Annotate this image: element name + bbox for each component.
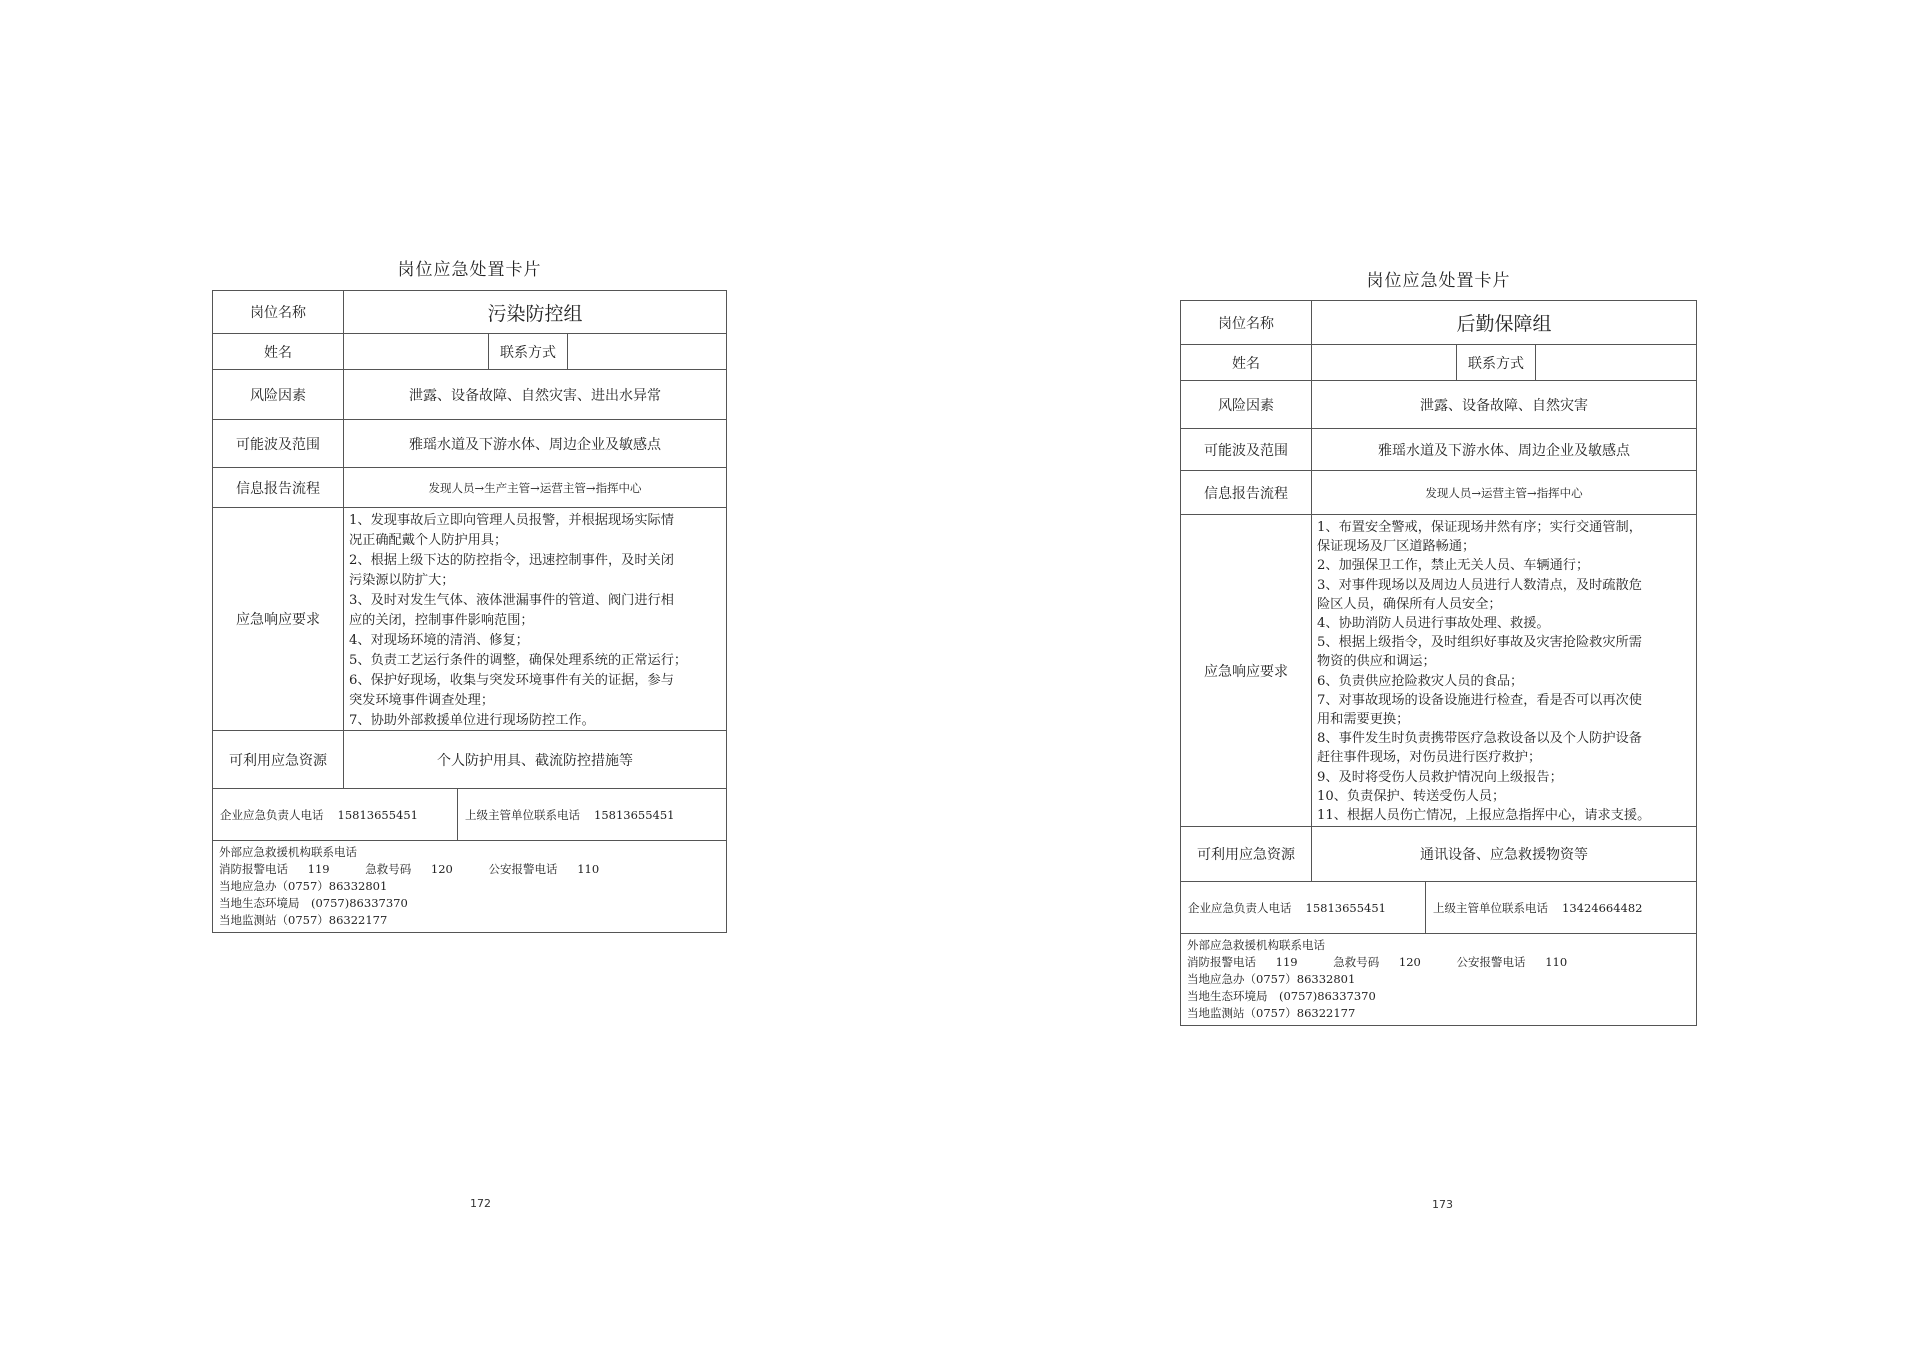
police-value: 110 xyxy=(577,862,600,876)
eco-bureau: 当地生态环境局 (0757)86337370 xyxy=(1187,989,1376,1003)
list-item: 5、根据上级指令，及时组织好事故及灾害抢险救灾所需 xyxy=(1317,635,1642,651)
list-item: 1、发现事故后立即向管理人员报警，并根据现场实际情 xyxy=(349,513,674,528)
label-range: 可能波及范围 xyxy=(1181,429,1312,470)
label-risk: 风险因素 xyxy=(213,370,344,419)
response-list xyxy=(1312,515,1696,826)
label-contact: 联系方式 xyxy=(1457,345,1536,380)
external-contacts xyxy=(213,840,726,932)
police-value: 110 xyxy=(1545,955,1568,969)
list-item: 8、事件发生时负责携带医疗急救设备以及个人防护设备 xyxy=(1317,731,1642,747)
external-title: 外部应急救援机构联系电话 xyxy=(1187,938,1325,952)
list-item: 污染源以防扩大； xyxy=(349,573,455,588)
superior-phone-value: 13424664482 xyxy=(1562,900,1643,915)
emergency-card-logistics xyxy=(1180,300,1697,1026)
row-range xyxy=(213,419,726,467)
label-post-name: 岗位名称 xyxy=(213,291,344,333)
enterprise-phone-value: 15813655451 xyxy=(337,807,418,822)
range-value: 雅瑶水道及下游水体、周边企业及敏感点 xyxy=(409,436,661,453)
ambulance-label: 急救号码 xyxy=(1333,955,1380,969)
fire-label: 消防报警电话 xyxy=(219,862,288,876)
list-item: 2、加强保卫工作，禁止无关人员、车辆通行； xyxy=(1317,558,1590,574)
superior-phone-label: 上级主管单位联系电话 xyxy=(465,807,580,822)
emergency-card-pollution-control xyxy=(212,290,727,933)
list-item: 5、负责工艺运行条件的调整，确保处理系统的正常运行； xyxy=(349,653,688,668)
page-number: 173 xyxy=(1432,1198,1453,1211)
list-item: 况正确配戴个人防护用具； xyxy=(349,533,508,548)
enterprise-phone-label: 企业应急负责人电话 xyxy=(220,807,324,822)
emergency-office: 当地应急办（0757）86332801 xyxy=(1187,972,1356,986)
row-response xyxy=(213,507,726,730)
monitoring-station: 当地监测站（0757）86322177 xyxy=(1187,1006,1356,1020)
external-title: 外部应急救援机构联系电话 xyxy=(219,845,357,859)
emergency-office: 当地应急办（0757）86332801 xyxy=(219,879,388,893)
label-range: 可能波及范围 xyxy=(213,420,344,467)
monitoring-station: 当地监测站（0757）86322177 xyxy=(219,913,388,927)
label-report-flow: 信息报告流程 xyxy=(213,468,344,507)
row-response xyxy=(1181,514,1696,826)
row-report-flow xyxy=(1181,470,1696,514)
label-resources: 可利用应急资源 xyxy=(213,731,344,788)
risk-value: 泄露、设备故障、自然灾害 xyxy=(1420,397,1588,414)
label-report-flow: 信息报告流程 xyxy=(1181,471,1312,514)
label-name: 姓名 xyxy=(213,334,344,369)
label-response: 应急响应要求 xyxy=(1181,515,1312,826)
superior-phone-label: 上级主管单位联系电话 xyxy=(1433,900,1548,915)
list-item: 1、布置安全警戒，保证现场井然有序；实行交通管制， xyxy=(1317,520,1642,535)
external-contacts xyxy=(1181,933,1696,1025)
resources-value: 个人防护用具、截流防控措施等 xyxy=(437,752,633,769)
list-item: 突发环境事件调查处理； xyxy=(349,693,495,708)
row-risk xyxy=(1181,380,1696,428)
enterprise-phone-cell xyxy=(1181,882,1426,933)
list-item: 11、根据人员伤亡情况，上报应急指挥中心，请求支援。 xyxy=(1317,808,1651,824)
card-title: 岗位应急处置卡片 xyxy=(397,260,542,280)
emergency-numbers xyxy=(219,861,720,878)
label-post-name: 岗位名称 xyxy=(1181,301,1312,344)
resources-value: 通讯设备、应急救援物资等 xyxy=(1420,847,1588,863)
risk-value: 泄露、设备故障、自然灾害、进出水异常 xyxy=(409,387,661,404)
fire-label: 消防报警电话 xyxy=(1187,955,1256,969)
report-flow-value: 发现人员→运营主管→指挥中心 xyxy=(1425,485,1583,500)
emergency-numbers xyxy=(1187,954,1690,971)
list-item: 3、对事件现场以及周边人员进行人数清点，及时疏散危 xyxy=(1317,577,1642,593)
response-list xyxy=(344,508,726,730)
label-contact: 联系方式 xyxy=(489,334,568,369)
list-item: 7、协助外部救援单位进行现场防控工作。 xyxy=(349,713,595,728)
superior-phone-value: 15813655451 xyxy=(594,807,675,822)
list-item: 9、及时将受伤人员救护情况向上级报告； xyxy=(1317,769,1563,785)
row-resources xyxy=(213,730,726,788)
fire-value: 119 xyxy=(1275,955,1298,969)
row-name xyxy=(1181,344,1696,380)
police-label: 公安报警电话 xyxy=(1456,955,1526,969)
list-item: 3、及时对发生气体、液体泄漏事件的管道、阀门进行相 xyxy=(349,593,674,608)
row-report-flow xyxy=(213,467,726,507)
row-post-name xyxy=(1181,301,1696,344)
post-name-value: 污染防控组 xyxy=(487,302,583,325)
eco-bureau: 当地生态环境局 (0757)86337370 xyxy=(219,896,408,910)
page-173 xyxy=(960,0,1920,1358)
list-item: 用和需要更换； xyxy=(1317,712,1410,728)
list-item: 物资的供应和调运； xyxy=(1317,654,1436,670)
list-item: 险区人员，确保所有人员安全； xyxy=(1317,596,1502,612)
fire-value: 119 xyxy=(307,862,330,876)
name-field xyxy=(344,334,489,369)
ambulance-value: 120 xyxy=(1398,955,1421,969)
post-name-value: 后勤保障组 xyxy=(1456,313,1552,335)
list-item: 6、负责供应抢险救灾人员的食品； xyxy=(1317,673,1524,689)
list-item: 10、负责保护、转送受伤人员； xyxy=(1317,788,1506,804)
name-field xyxy=(1312,345,1457,380)
list-item: 4、对现场环境的清消、修复； xyxy=(349,633,529,648)
ambulance-value: 120 xyxy=(430,862,453,876)
row-risk xyxy=(213,369,726,419)
row-range xyxy=(1181,428,1696,470)
label-resources: 可利用应急资源 xyxy=(1181,827,1312,881)
enterprise-phone-value: 15813655451 xyxy=(1305,900,1386,915)
list-item: 应的关闭，控制事件影响范围； xyxy=(349,613,534,628)
enterprise-phone-cell xyxy=(213,789,458,840)
page-number: 172 xyxy=(470,1197,491,1210)
row-name xyxy=(213,333,726,369)
row-post-name xyxy=(213,291,726,333)
range-value: 雅瑶水道及下游水体、周边企业及敏感点 xyxy=(1378,442,1630,459)
label-response: 应急响应要求 xyxy=(213,508,344,730)
list-item: 赶往事件现场，对伤员进行医疗救护； xyxy=(1317,750,1542,766)
row-phones xyxy=(1181,881,1696,933)
list-item: 2、根据上级下达的防控指令，迅速控制事件，及时关闭 xyxy=(349,553,674,568)
list-item: 保证现场及厂区道路畅通； xyxy=(1317,539,1476,555)
row-resources xyxy=(1181,826,1696,881)
list-item: 4、协助消防人员进行事故处理、救援。 xyxy=(1317,616,1550,632)
list-item: 7、对事故现场的设备设施进行检查，看是否可以再次使 xyxy=(1317,692,1642,708)
report-flow-value: 发现人员→生产主管→运营主管→指挥中心 xyxy=(428,480,642,495)
ambulance-label: 急救号码 xyxy=(365,862,412,876)
label-name: 姓名 xyxy=(1181,345,1312,380)
enterprise-phone-label: 企业应急负责人电话 xyxy=(1188,900,1292,915)
police-label: 公安报警电话 xyxy=(488,862,558,876)
label-risk: 风险因素 xyxy=(1181,381,1312,428)
list-item: 6、保护好现场，收集与突发环境事件有关的证据，参与 xyxy=(349,673,674,688)
superior-phone-cell xyxy=(1426,882,1696,933)
row-phones xyxy=(213,788,726,840)
card-title: 岗位应急处置卡片 xyxy=(1366,271,1511,291)
superior-phone-cell xyxy=(458,789,726,840)
